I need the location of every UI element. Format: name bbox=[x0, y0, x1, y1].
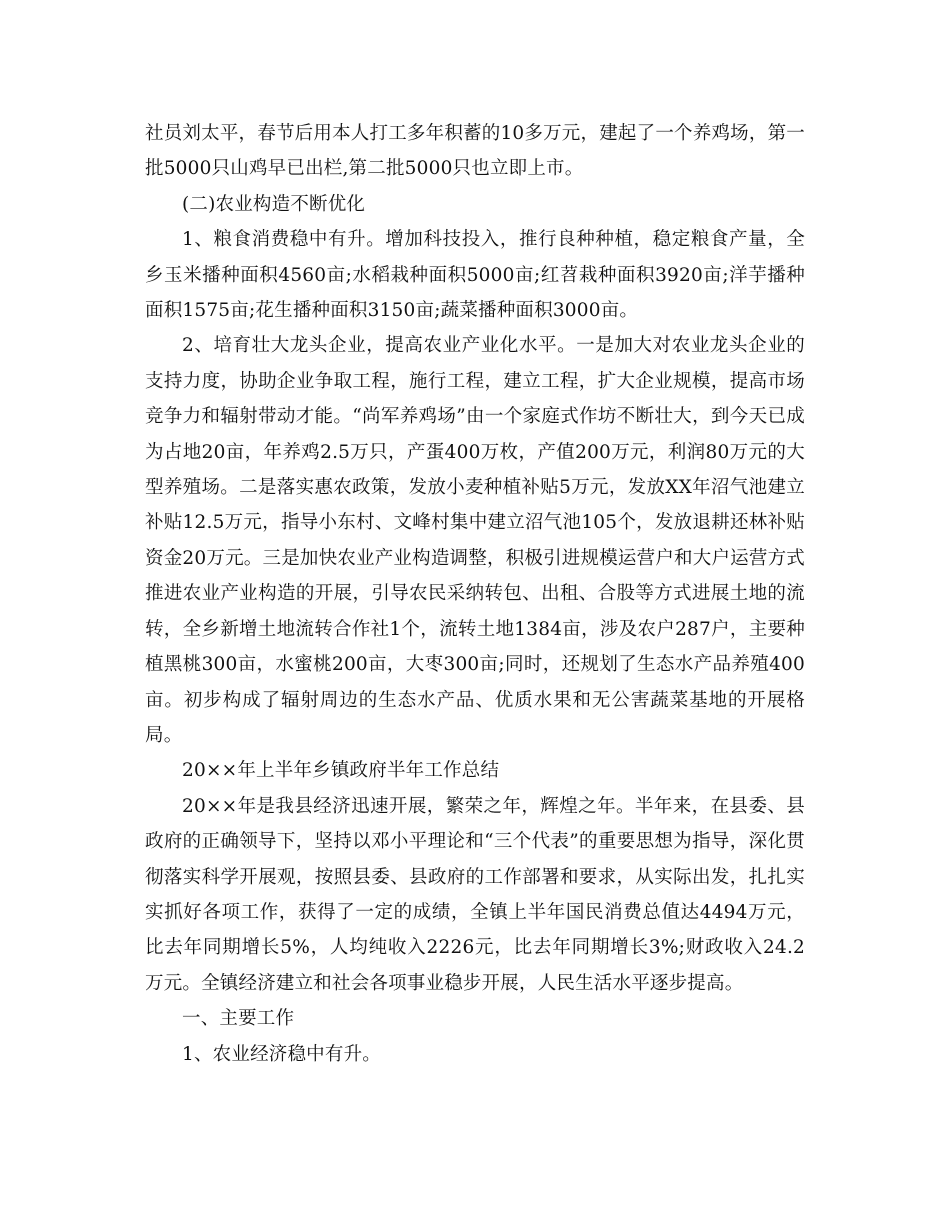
page-body bbox=[145, 116, 805, 1072]
paragraph-carryover: 社员刘太平，春节后用本人打工多年积蓄的10多万元，建起了一个养鸡场，第一批5000只山鸡早已出栏,第二批5000只也立即上市。 bbox=[145, 123, 805, 180]
section-heading-main-work: 一、主要工作 bbox=[182, 1008, 295, 1030]
paragraph-leading-enterprises: 2、培育壮大龙头企业，提高农业产业化水平。一是加大对农业龙头企业的支持力度，协助企业争取工程，施行工程，建立工程，扩大企业规模，提高市场竞争力和辐射带动才能。“尚军养鸡场”由一个家庭式作坊不断壮大，到今天已成为占地20亩，年养鸡2.5万只，产蛋400万枚，产值200万元，利润80万元的大型养殖场。二是落实惠农政策，发放小麦种植补贴5万元，发放XX年沼气池建立补贴12.5万元，指导小东村、文峰村集中建立沼气池105个，发放退耕还林补贴资金20万元。三是加快农业产业构造调整，积极引进规模运营户和大户运营方式推进农业产业构造的开展，引导农民采纳转包、出租、合股等方式进展土地的流转，全乡新增土地流转合作社1个，流转土地1384亩，涉及农户287户，主要种植黑桃300亩，水蜜桃200亩，大枣300亩;同时，还规划了生态水产品养殖400亩。初步构成了辐射周边的生态水产品、优质水果和无公害蔬菜基地的开展格局。 bbox=[145, 335, 805, 746]
paragraph-grain-production: 1、粮食消费稳中有升。增加科技投入，推行良种种植，稳定粮食产量，全乡玉米播种面积4560亩;水稻栽种面积5000亩;红苕栽种面积3920亩;洋芋播种面积1575亩;花生播种面积3150亩;蔬菜播种面积3000亩。 bbox=[145, 229, 805, 322]
subheading-agricultural-economy: 1、农业经济稳中有升。 bbox=[182, 1043, 381, 1065]
section-heading-agriculture-structure: (二)农业构造不断优化 bbox=[182, 193, 366, 215]
paragraph-economic-overview: 20××年是我县经济迅速开展，繁荣之年，辉煌之年。半年来，在县委、县政府的正确领导下，坚持以邓小平理论和“三个代表”的重要思想为指导，深化贯彻落实科学开展观，按照县委、县政府的工作部署和要求，从实际出发，扎扎实实抓好各项工作，获得了一定的成绩，全镇上半年国民消费总值达4494万元，比去年同期增长5%，人均纯收入2226元，比去年同期增长3%;财政收入24.2万元。全镇经济建立和社会各项事业稳步开展，人民生活水平逐步提高。 bbox=[145, 795, 805, 994]
document-title-half-year-summary: 20××年上半年乡镇政府半年工作总结 bbox=[182, 760, 500, 782]
